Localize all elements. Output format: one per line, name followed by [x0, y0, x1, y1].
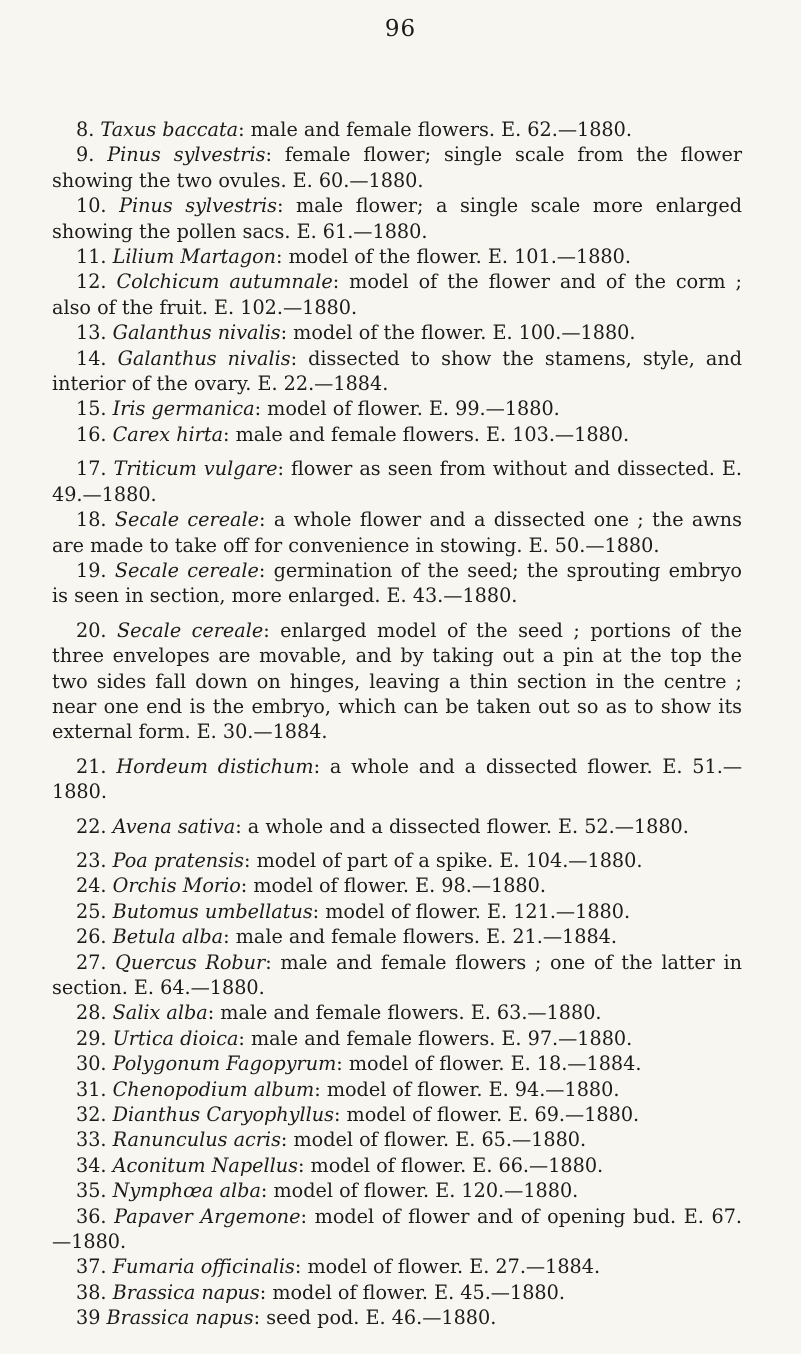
- entry-number: 12.: [76, 270, 107, 294]
- entry-description: : model of flower. E. 99.—1880.: [254, 397, 560, 421]
- entry-description: : model of flower. E. 69.—1880.: [333, 1103, 640, 1127]
- catalogue-entry: [52, 1102, 742, 1127]
- entry-description: : model of part of a spike. E. 104.—1880.: [244, 848, 643, 872]
- entry-description: : model of flower. E. 120.—1880.: [260, 1179, 579, 1203]
- entry-description: : flower as seen from without and dissected. E. 49.—1880.: [52, 457, 743, 506]
- entry-description: : male and female flowers ; one of the latter in section. E. 64.—1880.: [52, 950, 742, 999]
- catalogue-entry: [52, 320, 742, 345]
- catalogue-entry: [52, 1178, 742, 1203]
- entry-number: 32.: [76, 1103, 107, 1127]
- species-name: Nymphœa alba: [112, 1179, 261, 1203]
- species-name: Secale cereale: [114, 508, 259, 532]
- species-name: Pinus sylvestris: [107, 143, 266, 167]
- entry-number: 39: [76, 1306, 101, 1330]
- catalogue-entry: [52, 269, 742, 320]
- entry-description: : model of flower and of opening bud. E. 67.—1880.: [52, 1204, 742, 1254]
- catalogue-entry: [52, 814, 742, 839]
- catalogue-entry: [52, 1305, 742, 1330]
- entry-description: : a whole and a dissected flower. E. 51.—1880.: [52, 754, 743, 804]
- entry-number: 10.: [76, 194, 107, 218]
- entry-description: : model of flower. E. 18.—1884.: [336, 1052, 642, 1076]
- catalogue-entry: [52, 507, 742, 558]
- species-name: Ranunculus acris: [112, 1128, 281, 1152]
- entry-description: : male and female flowers. E. 103.—1880.: [223, 422, 630, 446]
- species-name: Hordeum distichum: [116, 754, 314, 778]
- species-name: Secale cereale: [117, 618, 264, 642]
- catalogue-entry: [52, 848, 742, 873]
- entry-description: : male flower; a single scale more enlarged showing the pollen sacs. E. 61.—1880.: [52, 194, 742, 243]
- entry-number: 19.: [76, 558, 107, 582]
- entry-number: 37.: [76, 1255, 107, 1279]
- entry-description: : male and female flowers. E. 63.—1880.: [207, 1001, 602, 1025]
- catalogue-entry: [52, 346, 742, 397]
- species-name: Dianthus Caryophyllus: [112, 1103, 334, 1127]
- catalogue-entry: [52, 1280, 742, 1305]
- entry-description: : a whole flower and a dissected one ; the awns are made to take off for convenience in stowing. E. 50.—1880.: [52, 508, 742, 557]
- species-name: Fumaria officinalis: [112, 1255, 295, 1279]
- catalogue-entry: [52, 1077, 742, 1102]
- species-name: Brassica napus: [106, 1306, 254, 1330]
- entry-description: : model of flower. E. 65.—1880.: [280, 1128, 587, 1152]
- species-name: Brassica napus: [112, 1280, 260, 1304]
- catalogue-entry: [52, 618, 742, 745]
- catalogue-entry: [52, 142, 742, 193]
- species-name: Aconitum Napellus: [112, 1153, 298, 1177]
- entry-number: 16.: [76, 422, 107, 446]
- catalogue-entry: [52, 396, 742, 421]
- entry-number: 35.: [76, 1179, 107, 1203]
- species-name: Salix alba: [112, 1001, 208, 1025]
- species-name: Pinus sylvestris: [119, 194, 277, 218]
- catalogue-entry: [52, 1204, 742, 1255]
- entry-number: 27.: [76, 950, 107, 974]
- entry-description: : model of flower. E. 94.—1880.: [314, 1077, 620, 1101]
- catalogue-entry: [52, 117, 742, 142]
- entry-number: 21.: [76, 754, 107, 778]
- entry-number: 30.: [76, 1052, 107, 1076]
- entry-description: : male and female flowers. E. 21.—1884.: [223, 925, 617, 949]
- species-name: Betula alba: [112, 925, 224, 949]
- catalogue-entry: [52, 1051, 742, 1076]
- catalogue-entry: [52, 1153, 742, 1178]
- entry-description: : a whole and a dissected flower. E. 52.—1880.: [235, 814, 689, 838]
- catalogue-entry: [52, 456, 742, 507]
- species-name: Iris germanica: [112, 397, 255, 421]
- entry-number: 34.: [76, 1153, 107, 1177]
- entry-number: 18.: [76, 508, 107, 532]
- entry-description: : enlarged model of the seed ; portions of the three envelopes are movable, and by taking out a pin at the top the two sides fall down on hinges, leaving a thin section in the centre ; near one end is the embryo, which can be taken out so as to show its external form. E. 30.—1884.: [52, 618, 742, 744]
- species-name: Colchicum autumnale: [116, 270, 333, 294]
- species-name: Galanthus nivalis: [112, 321, 281, 345]
- species-name: Papaver Argemone: [114, 1204, 301, 1228]
- catalogue-entry: [52, 422, 742, 447]
- entry-number: 38.: [76, 1280, 107, 1304]
- entry-description: : dissected to show the stamens, style, and interior of the ovary. E. 22.—1884.: [52, 346, 742, 396]
- catalogue-entry: [52, 924, 742, 949]
- species-name: Lilium Martagon: [112, 245, 277, 269]
- entry-description: : model of flower. E. 66.—1880.: [297, 1153, 604, 1177]
- entry-number: 17.: [76, 457, 107, 481]
- entry-description: : female flower; single scale from the flower showing the two ovules. E. 60.—1880.: [52, 143, 742, 192]
- species-name: Urtica dioica: [112, 1026, 239, 1050]
- catalogue-entry: [52, 193, 742, 244]
- catalogue-entry: [52, 1000, 742, 1025]
- catalogue-entry: [52, 754, 742, 805]
- entry-number: 15.: [76, 397, 107, 421]
- entry-description: : germination of the seed; the sprouting embryo is seen in section, more enlarged. E. 43.—1880.: [52, 558, 742, 608]
- species-name: Chenopodium album: [112, 1077, 315, 1101]
- catalogue-entry: [52, 558, 742, 609]
- species-name: Galanthus nivalis: [117, 346, 291, 370]
- species-name: Polygonum Fagopyrum: [112, 1052, 337, 1076]
- species-name: Butomus umbellatus: [112, 899, 313, 923]
- entry-description: : model of flower. E. 121.—1880.: [312, 899, 631, 923]
- entry-number: 24.: [76, 874, 107, 898]
- entry-description: : model of flower. E. 27.—1884.: [294, 1255, 601, 1279]
- entry-number: 9.: [76, 143, 95, 167]
- entry-list: [52, 117, 742, 1331]
- entry-number: 13.: [76, 321, 107, 345]
- catalogue-entry: [52, 1127, 742, 1152]
- catalogue-entry: [52, 244, 742, 269]
- species-name: Triticum vulgare: [113, 457, 278, 481]
- entry-number: 20.: [76, 618, 107, 642]
- entry-description: : model of the flower and of the corm ; also of the fruit. E. 102.—1880.: [52, 270, 742, 319]
- entry-number: 14.: [76, 346, 107, 370]
- catalogue-entry: [52, 899, 742, 924]
- species-name: Taxus baccata: [100, 118, 239, 141]
- entry-number: 36.: [76, 1204, 107, 1228]
- species-name: Avena sativa: [112, 814, 236, 838]
- entry-number: 26.: [76, 925, 107, 949]
- catalogue-entry: [52, 873, 742, 898]
- entry-number: 31.: [76, 1077, 107, 1101]
- species-name: Secale cereale: [114, 558, 259, 582]
- species-name: Carex hirta: [112, 422, 224, 446]
- entry-description: : seed pod. E. 46.—1880.: [253, 1306, 497, 1330]
- entry-number: 22.: [76, 814, 107, 838]
- species-name: Orchis Morio: [112, 874, 241, 898]
- entry-number: 28.: [76, 1001, 107, 1025]
- catalogue-entry: [52, 1026, 742, 1051]
- entry-description: : model of the flower. E. 101.—1880.: [276, 245, 631, 269]
- catalogue-entry: [52, 1254, 742, 1279]
- entry-number: 33.: [76, 1128, 107, 1152]
- entry-number: 25.: [76, 899, 107, 923]
- entry-description: : model of the flower. E. 100.—1880.: [280, 321, 636, 345]
- entry-number: 11.: [76, 245, 107, 269]
- species-name: Quercus Robur: [115, 950, 266, 974]
- catalogue-entry: [52, 950, 742, 1001]
- page-number: 96: [384, 16, 417, 42]
- entry-description: : male and female flowers. E. 97.—1880.: [238, 1026, 633, 1050]
- entry-number: 29.: [76, 1026, 107, 1050]
- species-name: Poa pratensis: [112, 848, 244, 872]
- entry-description: : model of flower. E. 45.—1880.: [259, 1280, 565, 1304]
- entry-description: : model of flower. E. 98.—1880.: [240, 874, 546, 898]
- entry-description: : male and female flowers. E. 62.—1880.: [238, 118, 632, 141]
- entry-number: 8.: [76, 118, 95, 141]
- entry-number: 23.: [76, 848, 107, 872]
